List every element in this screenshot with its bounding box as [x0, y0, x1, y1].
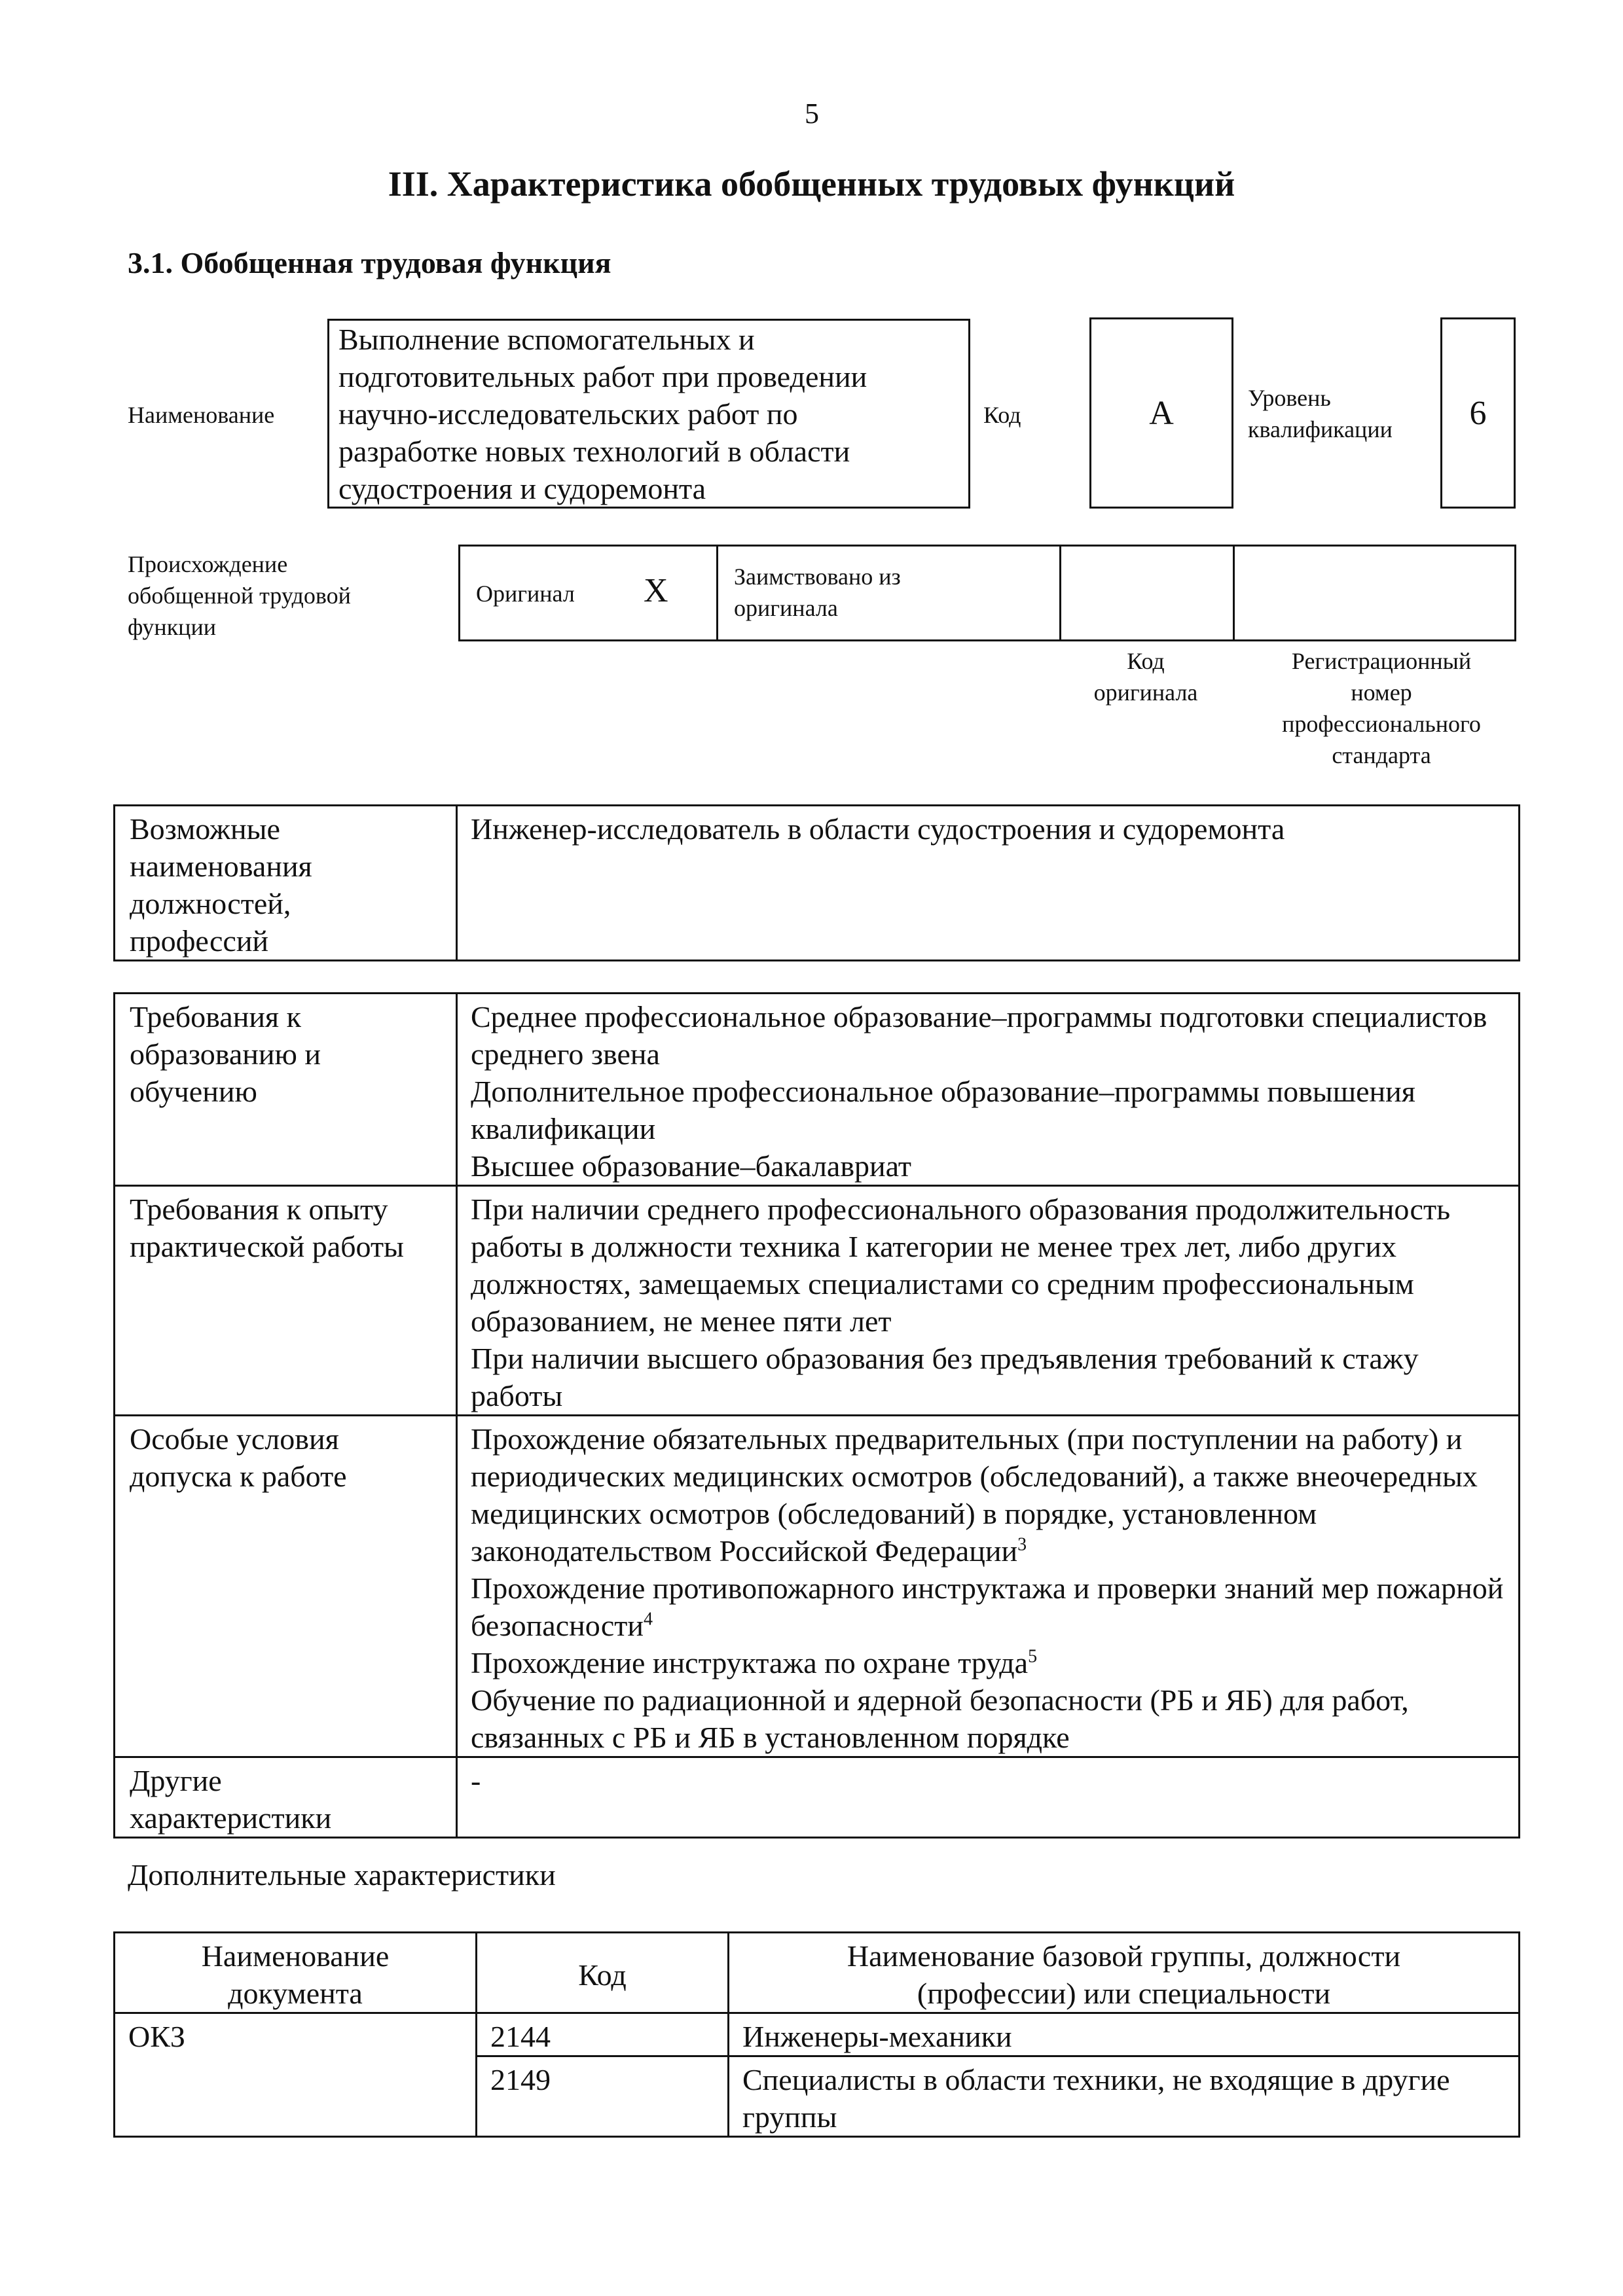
- conditions-item: [471, 1644, 1505, 1681]
- experience-item: При наличии среднего профессионального образования продолжительность работы в должности техника I категории не менее трех лет, либо других должностях, замещаемых специалистами со средним профессиональным образованием, не менее пяти лет: [471, 1193, 1451, 1338]
- education-label-line2: образованию и: [130, 1037, 321, 1071]
- extra-doc: ОКЗ: [115, 2013, 477, 2137]
- conditions-value: [457, 1416, 1520, 1757]
- conditions-row: [115, 1416, 1520, 1757]
- origin-reg-number-cell: [1235, 547, 1514, 639]
- original-mark: X: [644, 572, 668, 609]
- origin-original-cell: [460, 547, 718, 639]
- other-label: [115, 1757, 457, 1838]
- level-label-line1: Уровень: [1248, 385, 1331, 411]
- conditions-label-line1: Особые условия: [130, 1422, 339, 1456]
- function-code-box: [1089, 317, 1233, 509]
- experience-row: [115, 1186, 1520, 1416]
- footnote-ref: 4: [644, 1609, 653, 1630]
- extra-name: Специалисты в области техники, не входящие в другие группы: [729, 2056, 1520, 2137]
- conditions-item: [471, 1420, 1505, 1570]
- experience-label-line2: практической работы: [130, 1230, 404, 1263]
- footnote-ref: 5: [1028, 1646, 1038, 1667]
- positions-row: [115, 806, 1520, 961]
- extra-header-row: [115, 1933, 1520, 2013]
- header-doc-line1: Наименование: [201, 1939, 390, 1973]
- borrowed-label-line1: Заимствовано из: [734, 564, 901, 590]
- positions-label-line3: должностей,: [130, 887, 291, 920]
- education-item: Дополнительное профессиональное образование–программы повышения квалификации: [471, 1075, 1415, 1145]
- caption-reg-line4: стандарта: [1332, 742, 1431, 768]
- extra-name: Инженеры-механики: [729, 2013, 1520, 2056]
- footnote-ref: 3: [1017, 1534, 1027, 1555]
- education-value: [457, 994, 1520, 1186]
- positions-label-line4: профессий: [130, 924, 269, 958]
- other-label-line2: характеристики: [130, 1801, 332, 1835]
- origin-table: [458, 545, 1516, 641]
- conditions-item-text: Прохождение противопожарного инструктажа и проверки знаний мер пожарной безопасности: [471, 1571, 1504, 1642]
- education-row: [115, 994, 1520, 1186]
- origin-label-line3: функции: [128, 614, 216, 640]
- experience-label-line1: Требования к опыту: [130, 1193, 388, 1226]
- section-title: III. Характеристика обобщенных трудовых функций: [388, 164, 1235, 204]
- extra-code: 2149: [477, 2056, 729, 2137]
- education-label-line3: обучению: [130, 1075, 257, 1108]
- function-code-value: А: [1149, 394, 1174, 432]
- level-value: 6: [1469, 394, 1487, 432]
- header-doc-line2: документа: [228, 1977, 363, 2010]
- name-label: Наименование: [128, 402, 275, 428]
- caption-reg-line3: профессионального: [1282, 711, 1481, 737]
- extra-table: [113, 1931, 1520, 2138]
- conditions-label: [115, 1416, 457, 1757]
- positions-label: [115, 806, 457, 961]
- positions-label-line2: наименования: [130, 850, 312, 883]
- education-item: Среднее профессиональное образование–программы подготовки специалистов среднего звена: [471, 1000, 1487, 1071]
- extra-title: Дополнительные характеристики: [128, 1858, 556, 1892]
- borrowed-label-line2: оригинала: [734, 595, 838, 621]
- subsection-title: 3.1. Обобщенная трудовая функция: [128, 246, 611, 279]
- other-value: -: [457, 1757, 1520, 1838]
- education-item: Высшее образование–бакалавриат: [471, 1149, 911, 1183]
- positions-table: [113, 804, 1520, 961]
- conditions-item: Обучение по радиационной и ядерной безопасности (РБ и ЯБ) для работ, связанных с РБ и ЯБ в установленном порядке: [471, 1683, 1409, 1754]
- conditions-label-line2: допуска к работе: [130, 1460, 347, 1493]
- positions-value: Инженер-исследователь в области судостроения и судоремонта: [457, 806, 1520, 961]
- origin-borrowed-cell: [718, 547, 1061, 639]
- header-group-line1: Наименование базовой группы, должности: [847, 1939, 1401, 1973]
- requirements-table: [113, 992, 1520, 1839]
- code-label: Код: [983, 402, 1021, 428]
- original-label: Оригинал: [476, 581, 575, 607]
- origin-label-line2: обобщенной трудовой: [128, 583, 351, 609]
- other-row: [115, 1757, 1520, 1838]
- extra-code: 2144: [477, 2013, 729, 2056]
- origin-code-caption: [1059, 645, 1232, 708]
- page-number: 5: [805, 98, 819, 130]
- experience-label: [115, 1186, 457, 1416]
- origin-label: [128, 548, 351, 643]
- caption-code-line2: оригинала: [1093, 679, 1198, 706]
- experience-item: При наличии высшего образования без предъявления требований к стажу работы: [471, 1342, 1419, 1412]
- header-group-line2: (профессии) или специальности: [917, 1977, 1331, 2010]
- function-name-box: Выполнение вспомогательных и подготовительных работ при проведении научно-исследовательских работ по разработке новых технологий в области судостроения и судоремонта: [327, 319, 970, 509]
- extra-row: [115, 2013, 1520, 2056]
- level-label: [1248, 382, 1393, 445]
- caption-reg-line1: Регистрационный: [1291, 648, 1472, 674]
- other-label-line1: Другие: [130, 1764, 222, 1797]
- header-code: Код: [477, 1933, 729, 2013]
- education-label: [115, 994, 457, 1186]
- origin-label-line1: Происхождение: [128, 551, 288, 577]
- positions-label-line1: Возможные: [130, 812, 280, 846]
- origin-code-cell: [1061, 547, 1235, 639]
- education-label-line1: Требования к: [130, 1000, 301, 1033]
- header-doc: [115, 1933, 477, 2013]
- level-box: [1440, 317, 1516, 509]
- conditions-item-text: Прохождение инструктажа по охране труда: [471, 1646, 1029, 1679]
- conditions-item: [471, 1570, 1505, 1644]
- caption-code-line1: Код: [1127, 648, 1165, 674]
- experience-value: [457, 1186, 1520, 1416]
- header-group: [729, 1933, 1520, 2013]
- origin-reg-caption: [1231, 645, 1532, 771]
- level-label-line2: квалификации: [1248, 416, 1393, 442]
- caption-reg-line2: номер: [1351, 679, 1412, 706]
- conditions-item-text: Прохождение обязательных предварительных (при поступлении на работу) и периодических медицинских осмотров (обследований), а также внеочередных медицинских осмотров (обследований) в порядке, установленном законодательством Российской Федерации: [471, 1422, 1478, 1568]
